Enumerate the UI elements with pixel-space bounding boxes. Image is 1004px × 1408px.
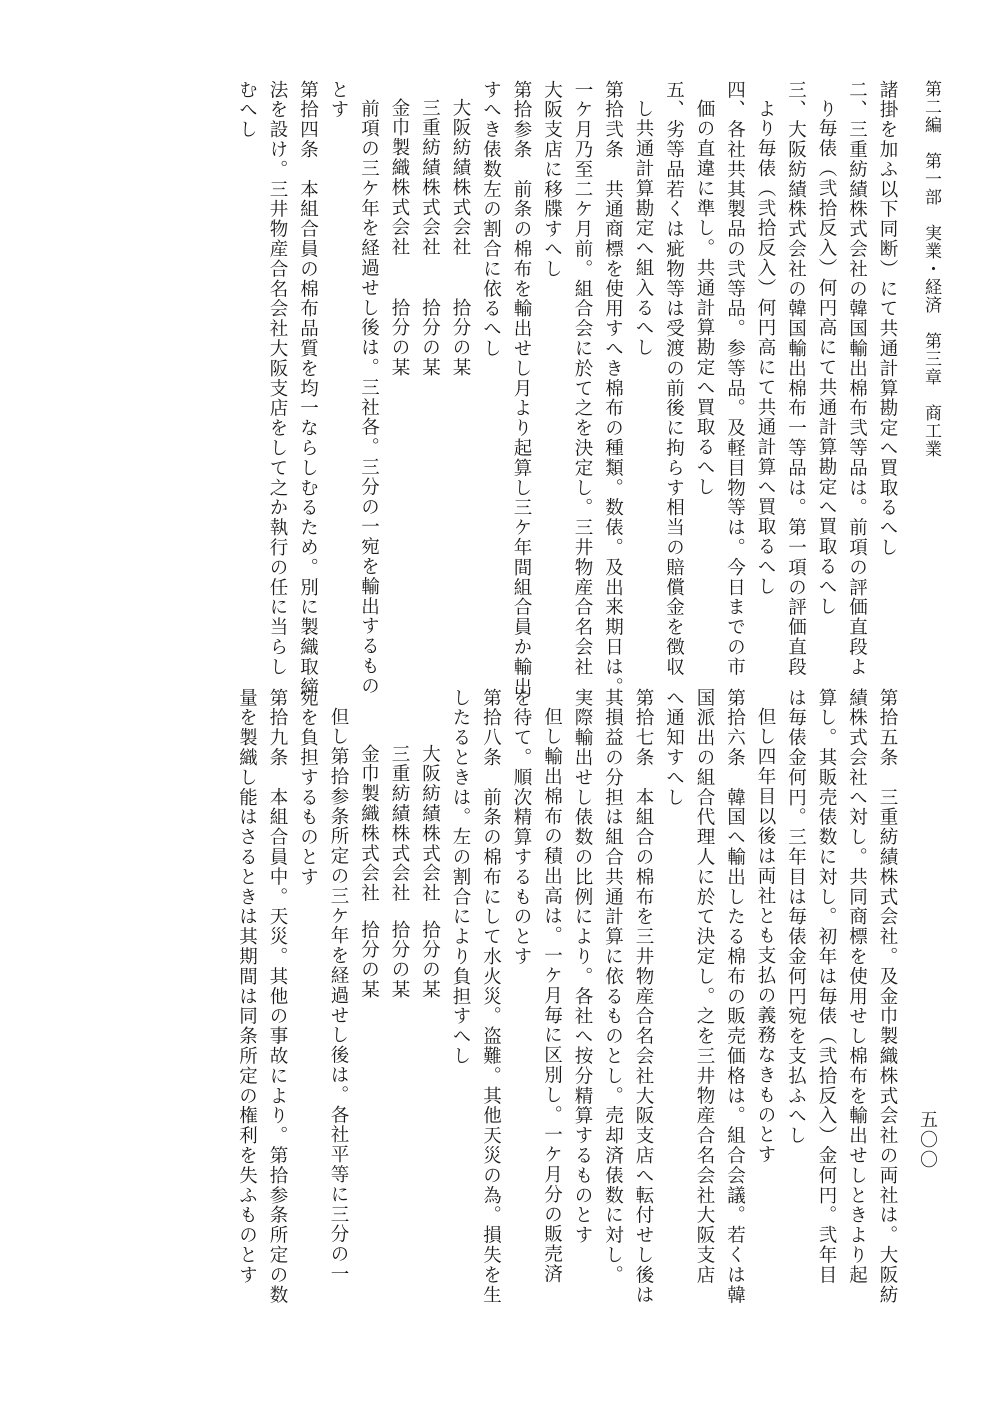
company-share-row	[414, 80, 445, 680]
article-line: 第拾五条 三重紡績株式会社。及金巾製織株式会社の両社は。大阪紡	[877, 688, 898, 1305]
text-line: 二、三重紡績株式会社の韓国輸出棉布弐等品は。前項の評価直段よ	[846, 80, 868, 677]
article-line: 第拾四条 本組合員の棉布品質を均一ならしむるため。別に製織取締	[297, 80, 319, 697]
company-share: 拾分の某	[358, 920, 380, 1000]
text-line: 算し。其販売俵数に対し。初年は毎俵（弐拾反入）金何円。弐年目	[816, 688, 837, 1285]
company-name: 大阪紡績株式会社	[419, 744, 441, 904]
text-line: 其損益の分担は組合共通計算に依るものとし。売却済俵数に対し。	[602, 688, 624, 1285]
text-line: 但し輸出棉布の積出高は。一ケ月毎に区別し。一ケ月分の販売済	[541, 707, 563, 1285]
text-line: すへき俵数左の割合に依るへし	[480, 80, 502, 359]
company-share: 拾分の某	[450, 298, 471, 378]
company-share-row	[384, 688, 415, 1308]
text-line: 量を製織し能はさるときは其期間は同条所定の権利を失ふものとす	[236, 688, 258, 1285]
company-name: 金巾製織株式会社	[358, 744, 380, 904]
top-text-block	[42, 80, 902, 697]
company-share-row	[445, 80, 476, 680]
company-name: 三重紡績株式会社	[419, 98, 441, 258]
article-line: 第拾九条 本組合員中。天災。其他の事故により。第拾参条所定の数	[267, 688, 288, 1305]
bottom-text-block	[42, 688, 902, 1308]
company-share-row	[353, 688, 384, 1308]
company-share: 拾分の某	[389, 298, 410, 378]
text-line: したるときは。左の割合により負担すへし	[450, 688, 471, 1067]
text-line: より毎俵（弐拾反入）何円高にて共通計算へ買取るへし	[755, 99, 776, 597]
text-line: むへし	[236, 80, 258, 140]
text-line: り毎俵（弐拾反入）何円高にて共通計算勘定へ買取るへし	[816, 99, 837, 617]
text-line: 五、劣等品若くは疵物等は受渡の前後に拘らす相当の賠償金を徴収	[663, 80, 685, 677]
text-line: 実際輸出せし俵数の比例により。各社へ按分精算するものとす	[572, 688, 593, 1246]
company-name: 三重紡績株式会社	[389, 744, 410, 904]
company-share: 拾分の某	[419, 298, 441, 378]
text-line: 績株式会社へ対し。共同商標を使用せし棉布を輸出せしときより起	[846, 688, 868, 1285]
company-name: 金巾製織株式会社	[389, 98, 410, 258]
article-line: 第拾七条 本組合の棉布を三井物産合名会社大阪支店へ転付せし後は	[633, 688, 654, 1305]
company-share: 拾分の某	[419, 920, 441, 1000]
text-line: 国派出の組合代理人に於て決定し。之を三井物産合名会社大阪支店	[694, 688, 715, 1285]
text-line: 三、大阪紡績株式会社の韓国輸出棉布一等品は。第一項の評価直段	[785, 80, 807, 677]
company-share-row	[414, 688, 445, 1308]
running-header: 第二編 第一部 実業・経済 第三章 商工業	[921, 80, 941, 458]
text-line: 一ケ月乃至二ケ月前。組合会に於て之を決定し。三井物産合名会社	[572, 80, 593, 677]
text-line: 法を設け。三井物産合名会社大阪支店をして之か執行の任に当らし	[267, 80, 288, 677]
company-name: 大阪紡績株式会社	[450, 98, 471, 258]
text-line: 前項の三ケ年を経過せし後は。三社各。三分の一宛を輸出するもの	[358, 99, 380, 696]
text-line: は毎俵金何円。三年目は毎俵金何円宛を支払ふへし	[785, 688, 807, 1146]
company-share-row	[384, 80, 415, 680]
text-line: へ通知すへし	[663, 688, 685, 808]
text-line: を待て。順次精算するものとす	[511, 688, 532, 967]
text-line: とす	[328, 80, 349, 120]
text-line: 宛を負担するものとす	[297, 688, 319, 887]
text-line: 諸掛を加ふ以下同断）にて共通計算勘定へ買取るへし	[877, 80, 898, 558]
company-share: 拾分の某	[389, 920, 410, 1000]
text-line: 但し四年目以後は両社とも支払の義務なきものとす	[755, 707, 776, 1165]
text-line: 大阪支店に移牒すへし	[541, 80, 563, 279]
text-line: 四、各社共其製品の弐等品。参等品。及軽目物等は。今日までの市	[724, 80, 746, 677]
article-line: 第拾弐条 共通商標を使用すへき棉布の種類。数俵。及出来期日は。	[602, 80, 624, 697]
article-line: 第拾六条 韓国へ輸出したる棉布の販売価格は。組合会議。若くは韓	[724, 688, 746, 1305]
text-line: 価の直違に準し。共通計算勘定へ買取るへし	[694, 99, 715, 497]
text-line: 但し第拾参条所定の三ケ年を経過せし後は。各社平等に三分の一	[328, 707, 349, 1285]
page-number: 五〇〇	[917, 1110, 938, 1170]
text-line: し共通計算勘定へ組入るへし	[633, 99, 654, 358]
article-line: 第拾八条 前条の棉布にして水火災。盗難。其他天災の為。損失を生	[480, 688, 502, 1305]
article-line: 第拾参条 前条の棉布を輸出せし月より起算し三ケ年間組合員か輸出	[511, 80, 532, 697]
